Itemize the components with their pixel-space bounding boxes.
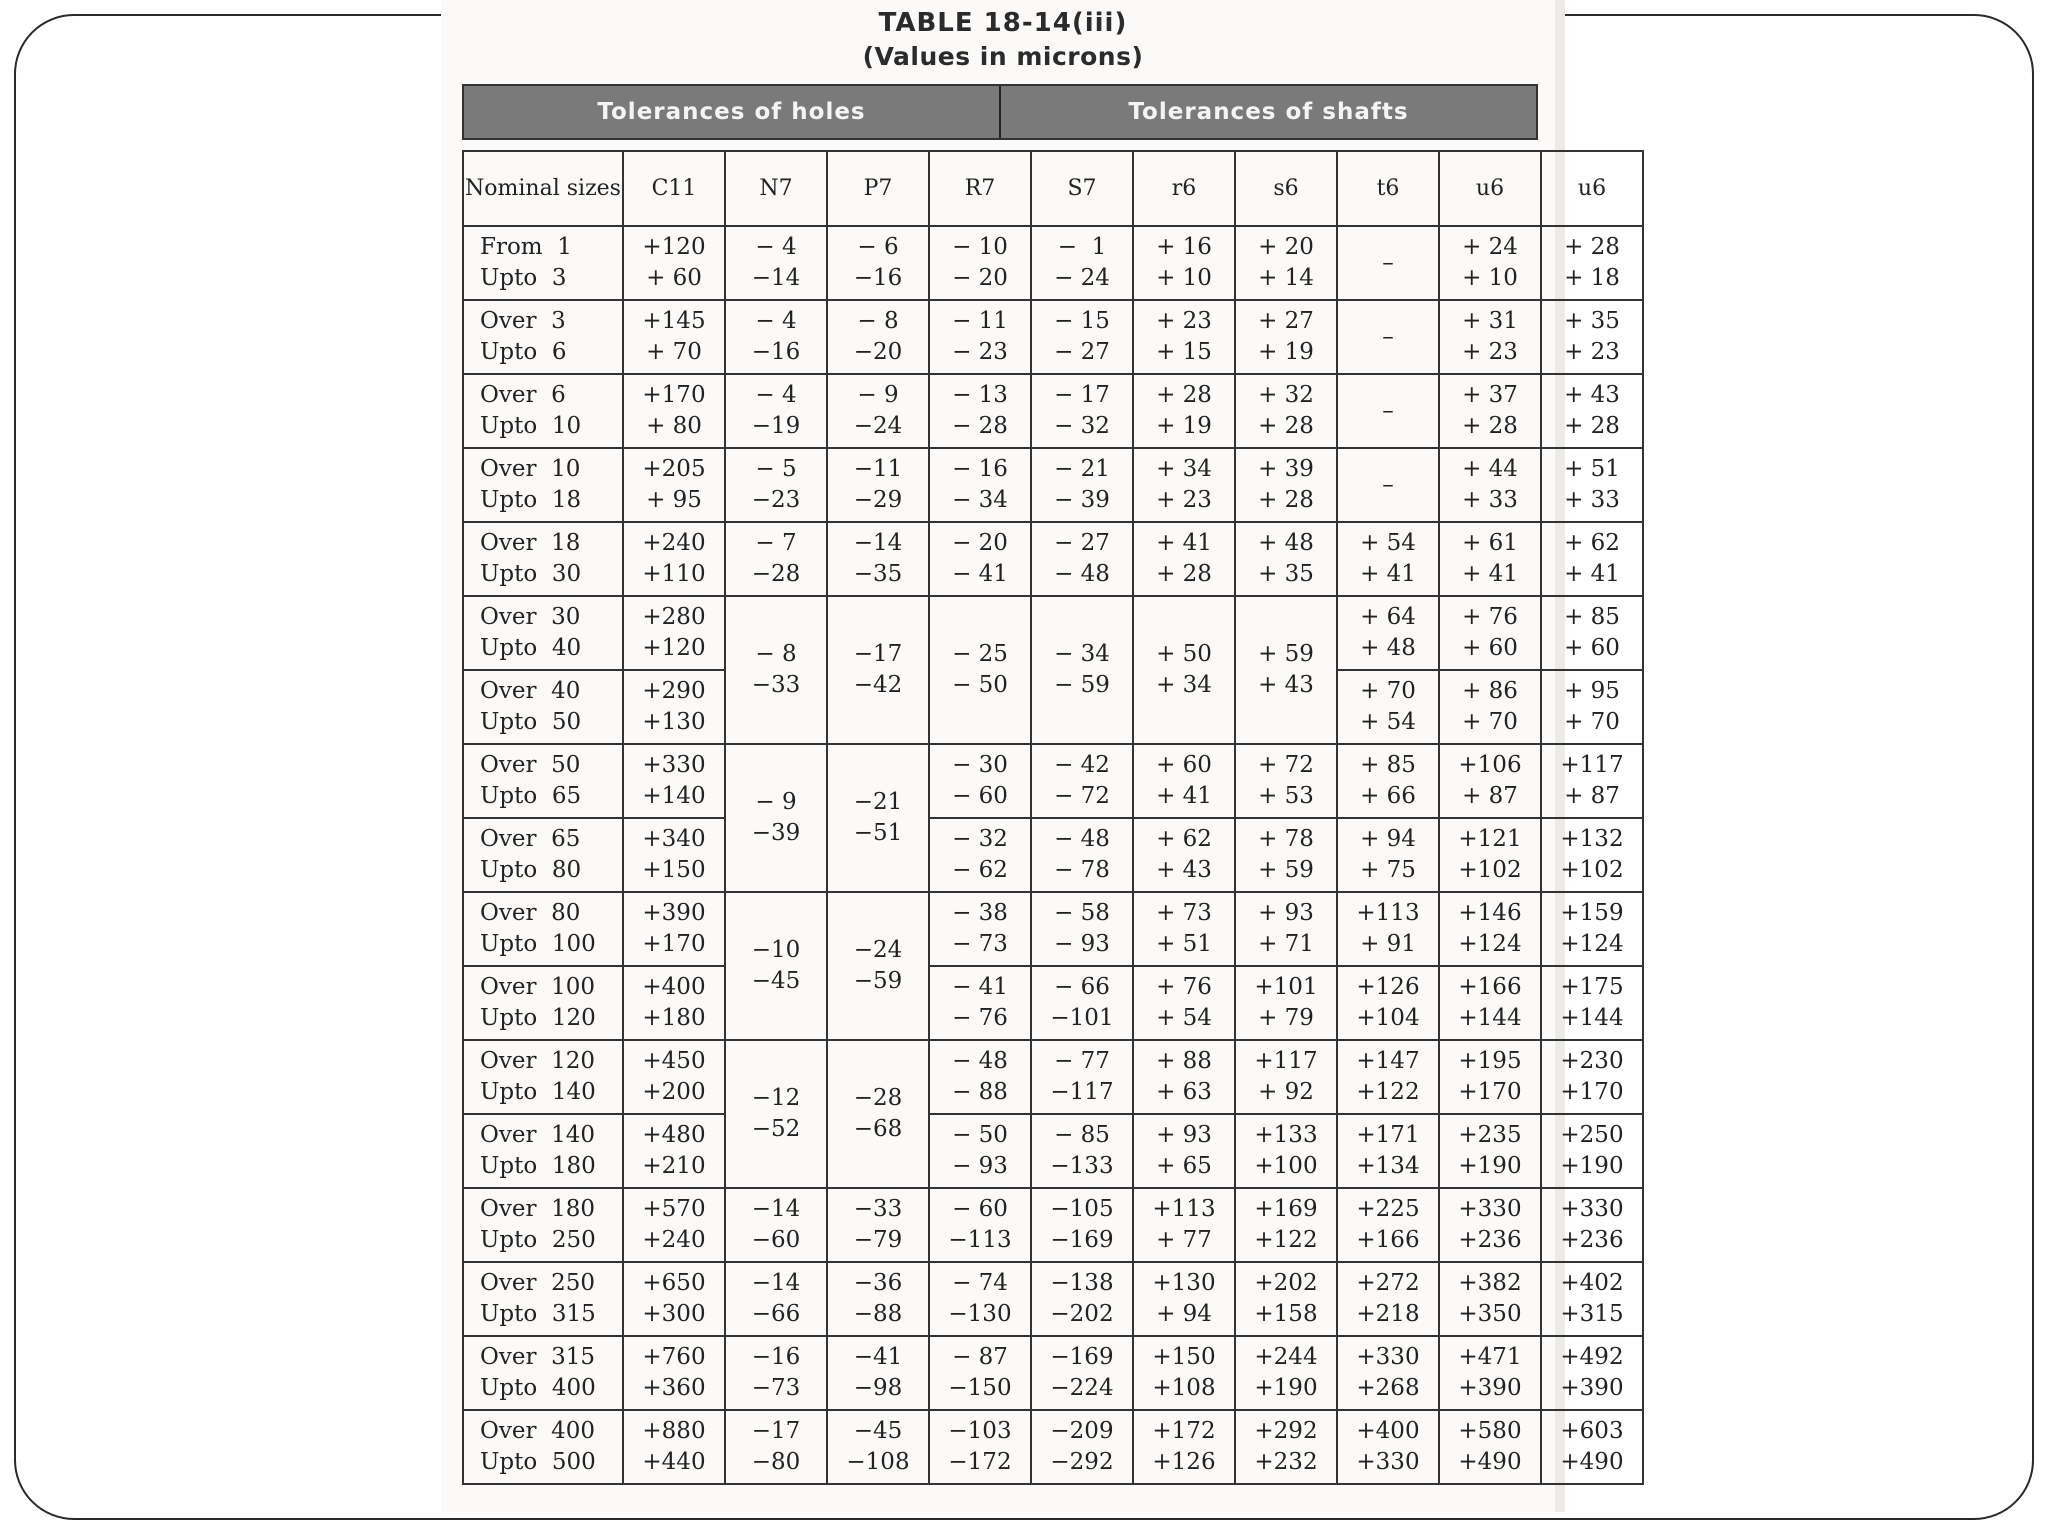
value-cell-s7: − 34 − 59: [1031, 596, 1133, 744]
value-cell-s7: − 1 − 24: [1031, 226, 1133, 300]
value-cell-u6: + 86 + 70: [1439, 670, 1541, 744]
col-header-u6-second: u6: [1541, 151, 1643, 226]
value-cell-r7: − 30 − 60: [929, 744, 1031, 818]
value-cell-c11: +650 +300: [623, 1262, 725, 1336]
col-header-s7: S7: [1031, 151, 1133, 226]
nominal-size-cell: Over 40 Upto 50: [463, 670, 623, 744]
value-cell-t6: +330 +268: [1337, 1336, 1439, 1410]
value-cell-s7: − 66 −101: [1031, 966, 1133, 1040]
value-cell-n7: − 8 −33: [725, 596, 827, 744]
value-cell-s7: − 42 − 72: [1031, 744, 1133, 818]
value-cell-r7: − 20 − 41: [929, 522, 1031, 596]
value-cell-t6: + 70 + 54: [1337, 670, 1439, 744]
value-cell-u6-second: +132 +102: [1541, 818, 1643, 892]
value-cell-t6: –: [1337, 448, 1439, 522]
nominal-size-cell: Over 140 Upto 180: [463, 1114, 623, 1188]
value-cell-p7: − 8 −20: [827, 300, 929, 374]
value-cell-n7: −12 −52: [725, 1040, 827, 1188]
value-cell-r7: − 41 − 76: [929, 966, 1031, 1040]
value-cell-p7: −21 −51: [827, 744, 929, 892]
col-header-s6: s6: [1235, 151, 1337, 226]
table-row: [463, 300, 1643, 374]
value-cell-s6: +101 + 79: [1235, 966, 1337, 1040]
value-cell-u6: +580 +490: [1439, 1410, 1541, 1484]
value-cell-t6: + 85 + 66: [1337, 744, 1439, 818]
nominal-size-cell: From 1 Upto 3: [463, 226, 623, 300]
value-cell-u6-second: + 51 + 33: [1541, 448, 1643, 522]
table-row: [463, 966, 1643, 1040]
value-cell-u6: + 44 + 33: [1439, 448, 1541, 522]
value-cell-u6: + 31 + 23: [1439, 300, 1541, 374]
value-cell-p7: −36 −88: [827, 1262, 929, 1336]
value-cell-n7: − 9 −39: [725, 744, 827, 892]
value-cell-c11: +280 +120: [623, 596, 725, 670]
value-cell-r6: +172 +126: [1133, 1410, 1235, 1484]
value-cell-c11: +290 +130: [623, 670, 725, 744]
value-cell-p7: −14 −35: [827, 522, 929, 596]
group-header-holes: Tolerances of holes: [597, 99, 866, 125]
value-cell-t6: +147 +122: [1337, 1040, 1439, 1114]
value-cell-t6: +126 +104: [1337, 966, 1439, 1040]
nominal-size-cell: Over 315 Upto 400: [463, 1336, 623, 1410]
value-cell-s6: +117 + 92: [1235, 1040, 1337, 1114]
value-cell-p7: −33 −79: [827, 1188, 929, 1262]
col-header-t6: t6: [1337, 151, 1439, 226]
value-cell-u6-second: +250 +190: [1541, 1114, 1643, 1188]
value-cell-s6: + 72 + 53: [1235, 744, 1337, 818]
value-cell-u6-second: +230 +170: [1541, 1040, 1643, 1114]
value-cell-s6: + 39 + 28: [1235, 448, 1337, 522]
col-header-u6: u6: [1439, 151, 1541, 226]
value-cell-c11: +400 +180: [623, 966, 725, 1040]
value-cell-s7: − 27 − 48: [1031, 522, 1133, 596]
value-cell-r7: − 11 − 23: [929, 300, 1031, 374]
value-cell-t6: + 64 + 48: [1337, 596, 1439, 670]
value-cell-u6-second: +117 + 87: [1541, 744, 1643, 818]
value-cell-r7: − 10 − 20: [929, 226, 1031, 300]
value-cell-s6: + 20 + 14: [1235, 226, 1337, 300]
value-cell-s6: +202 +158: [1235, 1262, 1337, 1336]
value-cell-c11: +480 +210: [623, 1114, 725, 1188]
value-cell-u6-second: +603 +490: [1541, 1410, 1643, 1484]
value-cell-c11: +330 +140: [623, 744, 725, 818]
value-cell-u6: +121 +102: [1439, 818, 1541, 892]
nominal-size-cell: Over 120 Upto 140: [463, 1040, 623, 1114]
table-row: [463, 1114, 1643, 1188]
nominal-size-cell: Over 10 Upto 18: [463, 448, 623, 522]
value-cell-s6: +169 +122: [1235, 1188, 1337, 1262]
value-cell-n7: − 4 −19: [725, 374, 827, 448]
value-cell-p7: − 9 −24: [827, 374, 929, 448]
table-row: [463, 1040, 1643, 1114]
table-row: [463, 1262, 1643, 1336]
table-row: [463, 1410, 1643, 1484]
value-cell-s7: −105 −169: [1031, 1188, 1133, 1262]
value-cell-t6: +171 +134: [1337, 1114, 1439, 1188]
value-cell-s6: + 27 + 19: [1235, 300, 1337, 374]
value-cell-u6: +471 +390: [1439, 1336, 1541, 1410]
value-cell-r7: − 25 − 50: [929, 596, 1031, 744]
value-cell-u6: +166 +144: [1439, 966, 1541, 1040]
nominal-size-cell: Over 18 Upto 30: [463, 522, 623, 596]
value-cell-t6: +113 + 91: [1337, 892, 1439, 966]
value-cell-u6: + 76 + 60: [1439, 596, 1541, 670]
value-cell-r7: − 16 − 34: [929, 448, 1031, 522]
value-cell-n7: −14 −66: [725, 1262, 827, 1336]
value-cell-r6: + 50 + 34: [1133, 596, 1235, 744]
nominal-size-cell: Over 180 Upto 250: [463, 1188, 623, 1262]
value-cell-r6: + 41 + 28: [1133, 522, 1235, 596]
value-cell-s6: +244 +190: [1235, 1336, 1337, 1410]
col-header-r6: r6: [1133, 151, 1235, 226]
value-cell-r6: +150 +108: [1133, 1336, 1235, 1410]
value-cell-r7: − 48 − 88: [929, 1040, 1031, 1114]
col-header-n7: N7: [725, 151, 827, 226]
value-cell-r6: + 93 + 65: [1133, 1114, 1235, 1188]
value-cell-p7: −24 −59: [827, 892, 929, 1040]
nominal-size-cell: Over 100 Upto 120: [463, 966, 623, 1040]
value-cell-c11: +340 +150: [623, 818, 725, 892]
value-cell-r6: + 34 + 23: [1133, 448, 1235, 522]
value-cell-r6: + 73 + 51: [1133, 892, 1235, 966]
value-cell-t6: + 54 + 41: [1337, 522, 1439, 596]
value-cell-t6: +272 +218: [1337, 1262, 1439, 1336]
value-cell-t6: +400 +330: [1337, 1410, 1439, 1484]
value-cell-r6: + 16 + 10: [1133, 226, 1235, 300]
value-cell-t6: + 94 + 75: [1337, 818, 1439, 892]
value-cell-n7: − 4 −16: [725, 300, 827, 374]
value-cell-u6-second: + 62 + 41: [1541, 522, 1643, 596]
value-cell-p7: −41 −98: [827, 1336, 929, 1410]
value-cell-n7: − 5 −23: [725, 448, 827, 522]
value-cell-s6: + 78 + 59: [1235, 818, 1337, 892]
nominal-size-cell: Over 80 Upto 100: [463, 892, 623, 966]
group-header-shafts: Tolerances of shafts: [999, 86, 1536, 138]
value-cell-s7: − 21 − 39: [1031, 448, 1133, 522]
nominal-size-cell: Over 3 Upto 6: [463, 300, 623, 374]
value-cell-r6: +113 + 77: [1133, 1188, 1235, 1262]
value-cell-r7: − 13 − 28: [929, 374, 1031, 448]
value-cell-t6: –: [1337, 300, 1439, 374]
value-cell-p7: −11 −29: [827, 448, 929, 522]
column-header-row: [463, 151, 1643, 226]
value-cell-u6-second: + 85 + 60: [1541, 596, 1643, 670]
value-cell-u6-second: + 43 + 28: [1541, 374, 1643, 448]
value-cell-c11: +145 + 70: [623, 300, 725, 374]
table-row: [463, 374, 1643, 448]
value-cell-r6: +130 + 94: [1133, 1262, 1235, 1336]
value-cell-p7: −17 −42: [827, 596, 929, 744]
value-cell-s6: +133 +100: [1235, 1114, 1337, 1188]
table-row: [463, 744, 1643, 818]
value-cell-r6: + 23 + 15: [1133, 300, 1235, 374]
value-cell-s7: − 85 −133: [1031, 1114, 1133, 1188]
value-cell-c11: +120 + 60: [623, 226, 725, 300]
value-cell-r6: + 76 + 54: [1133, 966, 1235, 1040]
value-cell-u6: +146 +124: [1439, 892, 1541, 966]
value-cell-u6: +106 + 87: [1439, 744, 1541, 818]
value-cell-u6: + 37 + 28: [1439, 374, 1541, 448]
value-cell-t6: –: [1337, 374, 1439, 448]
value-cell-u6-second: + 28 + 18: [1541, 226, 1643, 300]
tolerance-table: [462, 150, 1644, 1485]
value-cell-t6: +225 +166: [1337, 1188, 1439, 1262]
value-cell-r6: + 60 + 41: [1133, 744, 1235, 818]
value-cell-u6: + 24 + 10: [1439, 226, 1541, 300]
value-cell-t6: –: [1337, 226, 1439, 300]
nominal-size-cell: Over 6 Upto 10: [463, 374, 623, 448]
value-cell-s6: + 93 + 71: [1235, 892, 1337, 966]
value-cell-u6-second: +159 +124: [1541, 892, 1643, 966]
value-cell-r7: − 38 − 73: [929, 892, 1031, 966]
value-cell-r7: −103 −172: [929, 1410, 1031, 1484]
value-cell-u6-second: + 95 + 70: [1541, 670, 1643, 744]
value-cell-u6: +235 +190: [1439, 1114, 1541, 1188]
value-cell-s6: +292 +232: [1235, 1410, 1337, 1484]
value-cell-u6: +195 +170: [1439, 1040, 1541, 1114]
value-cell-s7: −169 −224: [1031, 1336, 1133, 1410]
value-cell-c11: +760 +360: [623, 1336, 725, 1410]
value-cell-u6: + 61 + 41: [1439, 522, 1541, 596]
value-cell-r7: − 60 −113: [929, 1188, 1031, 1262]
value-cell-r7: − 50 − 93: [929, 1114, 1031, 1188]
nominal-size-cell: Over 250 Upto 315: [463, 1262, 623, 1336]
table-title: TABLE 18-14(iii): [878, 8, 1128, 38]
value-cell-p7: − 6 −16: [827, 226, 929, 300]
table-row: [463, 1336, 1643, 1410]
table-row: [463, 1188, 1643, 1262]
value-cell-p7: −45 −108: [827, 1410, 929, 1484]
value-cell-u6-second: +330 +236: [1541, 1188, 1643, 1262]
nominal-size-cell: Over 30 Upto 40: [463, 596, 623, 670]
value-cell-s7: − 17 − 32: [1031, 374, 1133, 448]
value-cell-s7: − 15 − 27: [1031, 300, 1133, 374]
value-cell-s7: − 77 −117: [1031, 1040, 1133, 1114]
value-cell-c11: +170 + 80: [623, 374, 725, 448]
value-cell-s7: − 58 − 93: [1031, 892, 1133, 966]
group-header-bar: [462, 84, 1538, 140]
value-cell-r6: + 62 + 43: [1133, 818, 1235, 892]
value-cell-c11: +570 +240: [623, 1188, 725, 1262]
table-body: [463, 226, 1643, 1484]
value-cell-n7: − 7 −28: [725, 522, 827, 596]
value-cell-u6-second: +492 +390: [1541, 1336, 1643, 1410]
table-subtitle: (Values in microns): [862, 42, 1144, 71]
value-cell-p7: −28 −68: [827, 1040, 929, 1188]
value-cell-s7: − 48 − 78: [1031, 818, 1133, 892]
value-cell-r7: − 74 −130: [929, 1262, 1031, 1336]
value-cell-n7: −17 −80: [725, 1410, 827, 1484]
value-cell-u6-second: +175 +144: [1541, 966, 1643, 1040]
value-cell-u6: +382 +350: [1439, 1262, 1541, 1336]
value-cell-n7: −10 −45: [725, 892, 827, 1040]
table-row: [463, 522, 1643, 596]
table-row: [463, 892, 1643, 966]
value-cell-u6: +330 +236: [1439, 1188, 1541, 1262]
nominal-size-cell: Over 50 Upto 65: [463, 744, 623, 818]
value-cell-s6: + 32 + 28: [1235, 374, 1337, 448]
value-cell-c11: +390 +170: [623, 892, 725, 966]
col-header-r7: R7: [929, 151, 1031, 226]
value-cell-s6: + 59 + 43: [1235, 596, 1337, 744]
col-header-c11: C11: [623, 151, 725, 226]
value-cell-r7: − 87 −150: [929, 1336, 1031, 1410]
value-cell-c11: +880 +440: [623, 1410, 725, 1484]
table-row: [463, 226, 1643, 300]
value-cell-u6-second: +402 +315: [1541, 1262, 1643, 1336]
value-cell-u6-second: + 35 + 23: [1541, 300, 1643, 374]
table-row: [463, 448, 1643, 522]
value-cell-r7: − 32 − 62: [929, 818, 1031, 892]
value-cell-c11: +240 +110: [623, 522, 725, 596]
value-cell-s6: + 48 + 35: [1235, 522, 1337, 596]
value-cell-n7: −16 −73: [725, 1336, 827, 1410]
value-cell-c11: +205 + 95: [623, 448, 725, 522]
table-row: [463, 596, 1643, 670]
col-header-nominal-sizes: Nominal sizes: [463, 151, 623, 226]
nominal-size-cell: Over 400 Upto 500: [463, 1410, 623, 1484]
value-cell-n7: − 4 −14: [725, 226, 827, 300]
nominal-size-cell: Over 65 Upto 80: [463, 818, 623, 892]
value-cell-c11: +450 +200: [623, 1040, 725, 1114]
value-cell-r6: + 88 + 63: [1133, 1040, 1235, 1114]
value-cell-r6: + 28 + 19: [1133, 374, 1235, 448]
col-header-p7: P7: [827, 151, 929, 226]
value-cell-s7: −209 −292: [1031, 1410, 1133, 1484]
value-cell-n7: −14 −60: [725, 1188, 827, 1262]
value-cell-s7: −138 −202: [1031, 1262, 1133, 1336]
table-row: [463, 818, 1643, 892]
